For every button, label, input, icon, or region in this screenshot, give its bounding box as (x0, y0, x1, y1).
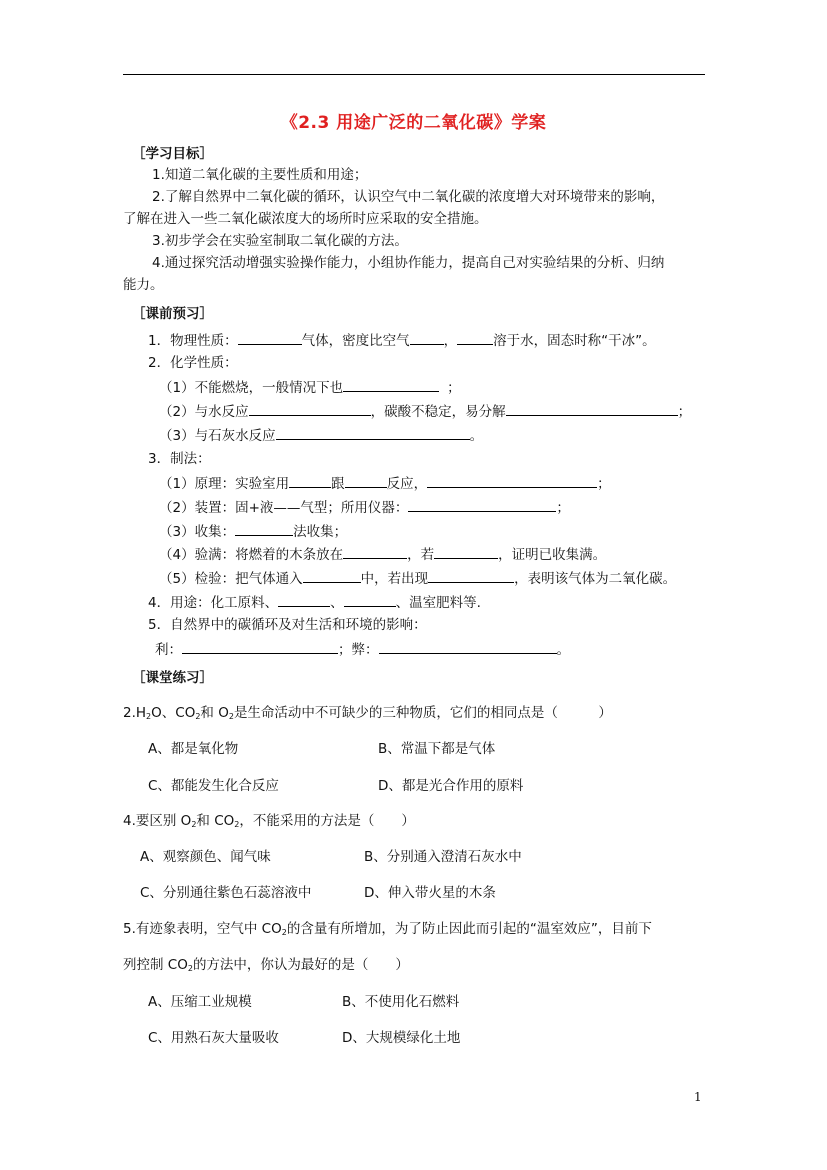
preview-item-4 (148, 593, 481, 612)
section-heading-practice: ［课堂练习］ (132, 670, 213, 686)
header-rule (123, 74, 705, 75)
chemical-1 (159, 378, 461, 397)
section-heading-goals: ［学习目标］ (132, 146, 213, 162)
method-1 (159, 474, 611, 493)
answer-blank[interactable] (344, 593, 396, 607)
option-5d[interactable]: D、大规模绿化土地 (342, 1030, 461, 1046)
text: ；弊： (338, 642, 379, 658)
text: 。 (469, 428, 484, 444)
preview-item-2: 2．化学性质： (148, 355, 238, 371)
text: 、温室肥料等. (395, 595, 481, 611)
page-number: 1 (694, 1090, 702, 1104)
answer-blank[interactable] (235, 522, 293, 536)
page-title: 《2.3 用途广泛的二氧化碳》学案 (280, 113, 547, 133)
text: （3）收集： (159, 524, 236, 540)
physical-properties-label: 1．物理性质： (148, 333, 238, 349)
text: ； (677, 404, 692, 420)
answer-blank[interactable] (434, 545, 498, 559)
chemical-2 (159, 402, 691, 421)
text: 列控制 CO (123, 957, 188, 973)
text: O、CO (151, 705, 196, 721)
subscript: 2 (187, 964, 193, 973)
text: ，证明已收集满。 (498, 547, 607, 563)
answer-blank[interactable] (408, 498, 556, 512)
text: 5.有迹象表明，空气中 CO (123, 921, 282, 937)
preview-item-3: 3．制法： (148, 451, 211, 467)
option-2c[interactable]: C、都能发生化合反应 (148, 778, 279, 794)
answer-blank[interactable] (238, 331, 302, 345)
answer-blank[interactable] (343, 378, 439, 392)
answer-blank[interactable] (379, 640, 557, 654)
text: 的含量有所增加，为了防止因此而引起的“温室效应”，目前下 (286, 921, 652, 937)
answer-blank[interactable] (182, 640, 338, 654)
subscript: 2 (234, 820, 240, 829)
subscript: 2 (195, 712, 201, 721)
subscript: 2 (191, 820, 197, 829)
pros-cons (155, 640, 570, 659)
answer-blank[interactable] (276, 426, 470, 440)
text: （5）检验：把气体通入 (159, 571, 303, 587)
goal-2-line1: 2.了解自然界中二氧化碳的循环，认识空气中二氧化碳的浓度增大对环境带来的影响， (152, 189, 665, 205)
text: （3）与石灰水反应 (159, 428, 276, 444)
text: 反应， (386, 476, 428, 492)
text: 2.H (123, 705, 147, 721)
text: （1）原理：实验室用 (159, 476, 290, 492)
text: 、 (330, 595, 344, 611)
option-2b[interactable]: B、常温下都是气体 (378, 741, 496, 757)
answer-blank[interactable] (457, 331, 493, 345)
answer-blank[interactable] (428, 569, 514, 583)
text: 气体，密度比空气 (301, 333, 410, 349)
question-4 (123, 812, 415, 834)
subscript: 2 (228, 712, 234, 721)
option-2d[interactable]: D、都是光合作用的原料 (378, 778, 524, 794)
answer-blank[interactable] (278, 593, 330, 607)
option-4a[interactable]: A、观察颜色、闻气味 (140, 849, 271, 865)
question-5-line1 (123, 920, 652, 942)
text: ； (556, 500, 570, 516)
goal-4-line2: 能力。 (123, 277, 164, 293)
option-2a[interactable]: A、都是氧化物 (148, 741, 239, 757)
text: 溶于水，固态时称“干冰”。 (493, 333, 656, 349)
text: 利： (155, 642, 182, 658)
text: 跟 (331, 476, 345, 492)
answer-blank[interactable] (289, 474, 331, 488)
answer-blank[interactable] (410, 331, 444, 345)
goal-3: 3.初步学会在实验室制取二氧化碳的方法。 (152, 233, 408, 249)
question-5-line2 (123, 956, 409, 978)
option-4d[interactable]: D、伸入带火星的木条 (364, 885, 496, 901)
answer-blank[interactable] (249, 402, 371, 416)
option-4b[interactable]: B、分别通入澄清石灰水中 (364, 849, 522, 865)
text: ，不能采用的方法是（ ） (239, 813, 415, 829)
goal-4-line1: 4.通过探究活动增强实验操作能力，小组协作能力，提高自己对实验结果的分析、归纳 (152, 255, 665, 271)
method-4 (159, 545, 606, 564)
text: ，碳酸不稳定，易分解 (370, 404, 506, 420)
option-5b[interactable]: B、不使用化石燃料 (342, 994, 460, 1010)
text: 法收集； (293, 524, 348, 540)
text: 和 O (200, 705, 229, 721)
subscript: 2 (281, 928, 287, 937)
section-heading-preview: ［课前预习］ (132, 306, 213, 322)
question-2 (123, 704, 612, 726)
text: 4.要区别 O (123, 813, 192, 829)
text: 中，若出现 (360, 571, 429, 587)
text: 是生命活动中不可缺少的三种物质，它们的相同点是（ ） (233, 705, 612, 721)
method-2 (159, 498, 570, 517)
method-3 (159, 522, 347, 541)
text: 4．用途：化工原料、 (148, 595, 279, 611)
preview-item-5: 5．自然界中的碳循环及对生活和环境的影响： (148, 617, 427, 633)
text: （4）验满：将燃着的木条放在 (159, 547, 344, 563)
text: 。 (556, 642, 570, 658)
text: ，若 (407, 547, 435, 563)
text: ， (443, 333, 458, 349)
text: （2）与水反应 (159, 404, 249, 420)
answer-blank[interactable] (345, 474, 387, 488)
goal-1: 1.知道二氧化碳的主要性质和用途； (152, 167, 368, 183)
preview-item-1 (148, 331, 656, 350)
option-4c[interactable]: C、分别通往紫色石蕊溶液中 (140, 885, 312, 901)
answer-blank[interactable] (343, 545, 407, 559)
text: ，表明该气体为二氧化碳。 (514, 571, 677, 587)
chemical-3 (159, 426, 483, 445)
text: （2）装置：固+液——气型；所用仪器： (159, 500, 409, 516)
text: （1）不能燃烧，一般情况下也 (159, 380, 344, 396)
subscript: 2 (146, 712, 152, 721)
text: 的方法中，你认为最好的是（ ） (192, 957, 409, 973)
answer-blank[interactable] (506, 402, 678, 416)
option-5a[interactable]: A、压缩工业规模 (148, 994, 252, 1010)
text: 和 CO (196, 813, 235, 829)
option-5c[interactable]: C、用熟石灰大量吸收 (148, 1030, 279, 1046)
goal-2-line2: 了解在进入一些二氧化碳浓度大的场所时应采取的安全措施。 (123, 211, 488, 227)
method-5 (159, 569, 676, 588)
answer-blank[interactable] (427, 474, 597, 488)
text: ； (447, 380, 461, 396)
answer-blank[interactable] (303, 569, 361, 583)
text: ； (597, 476, 611, 492)
